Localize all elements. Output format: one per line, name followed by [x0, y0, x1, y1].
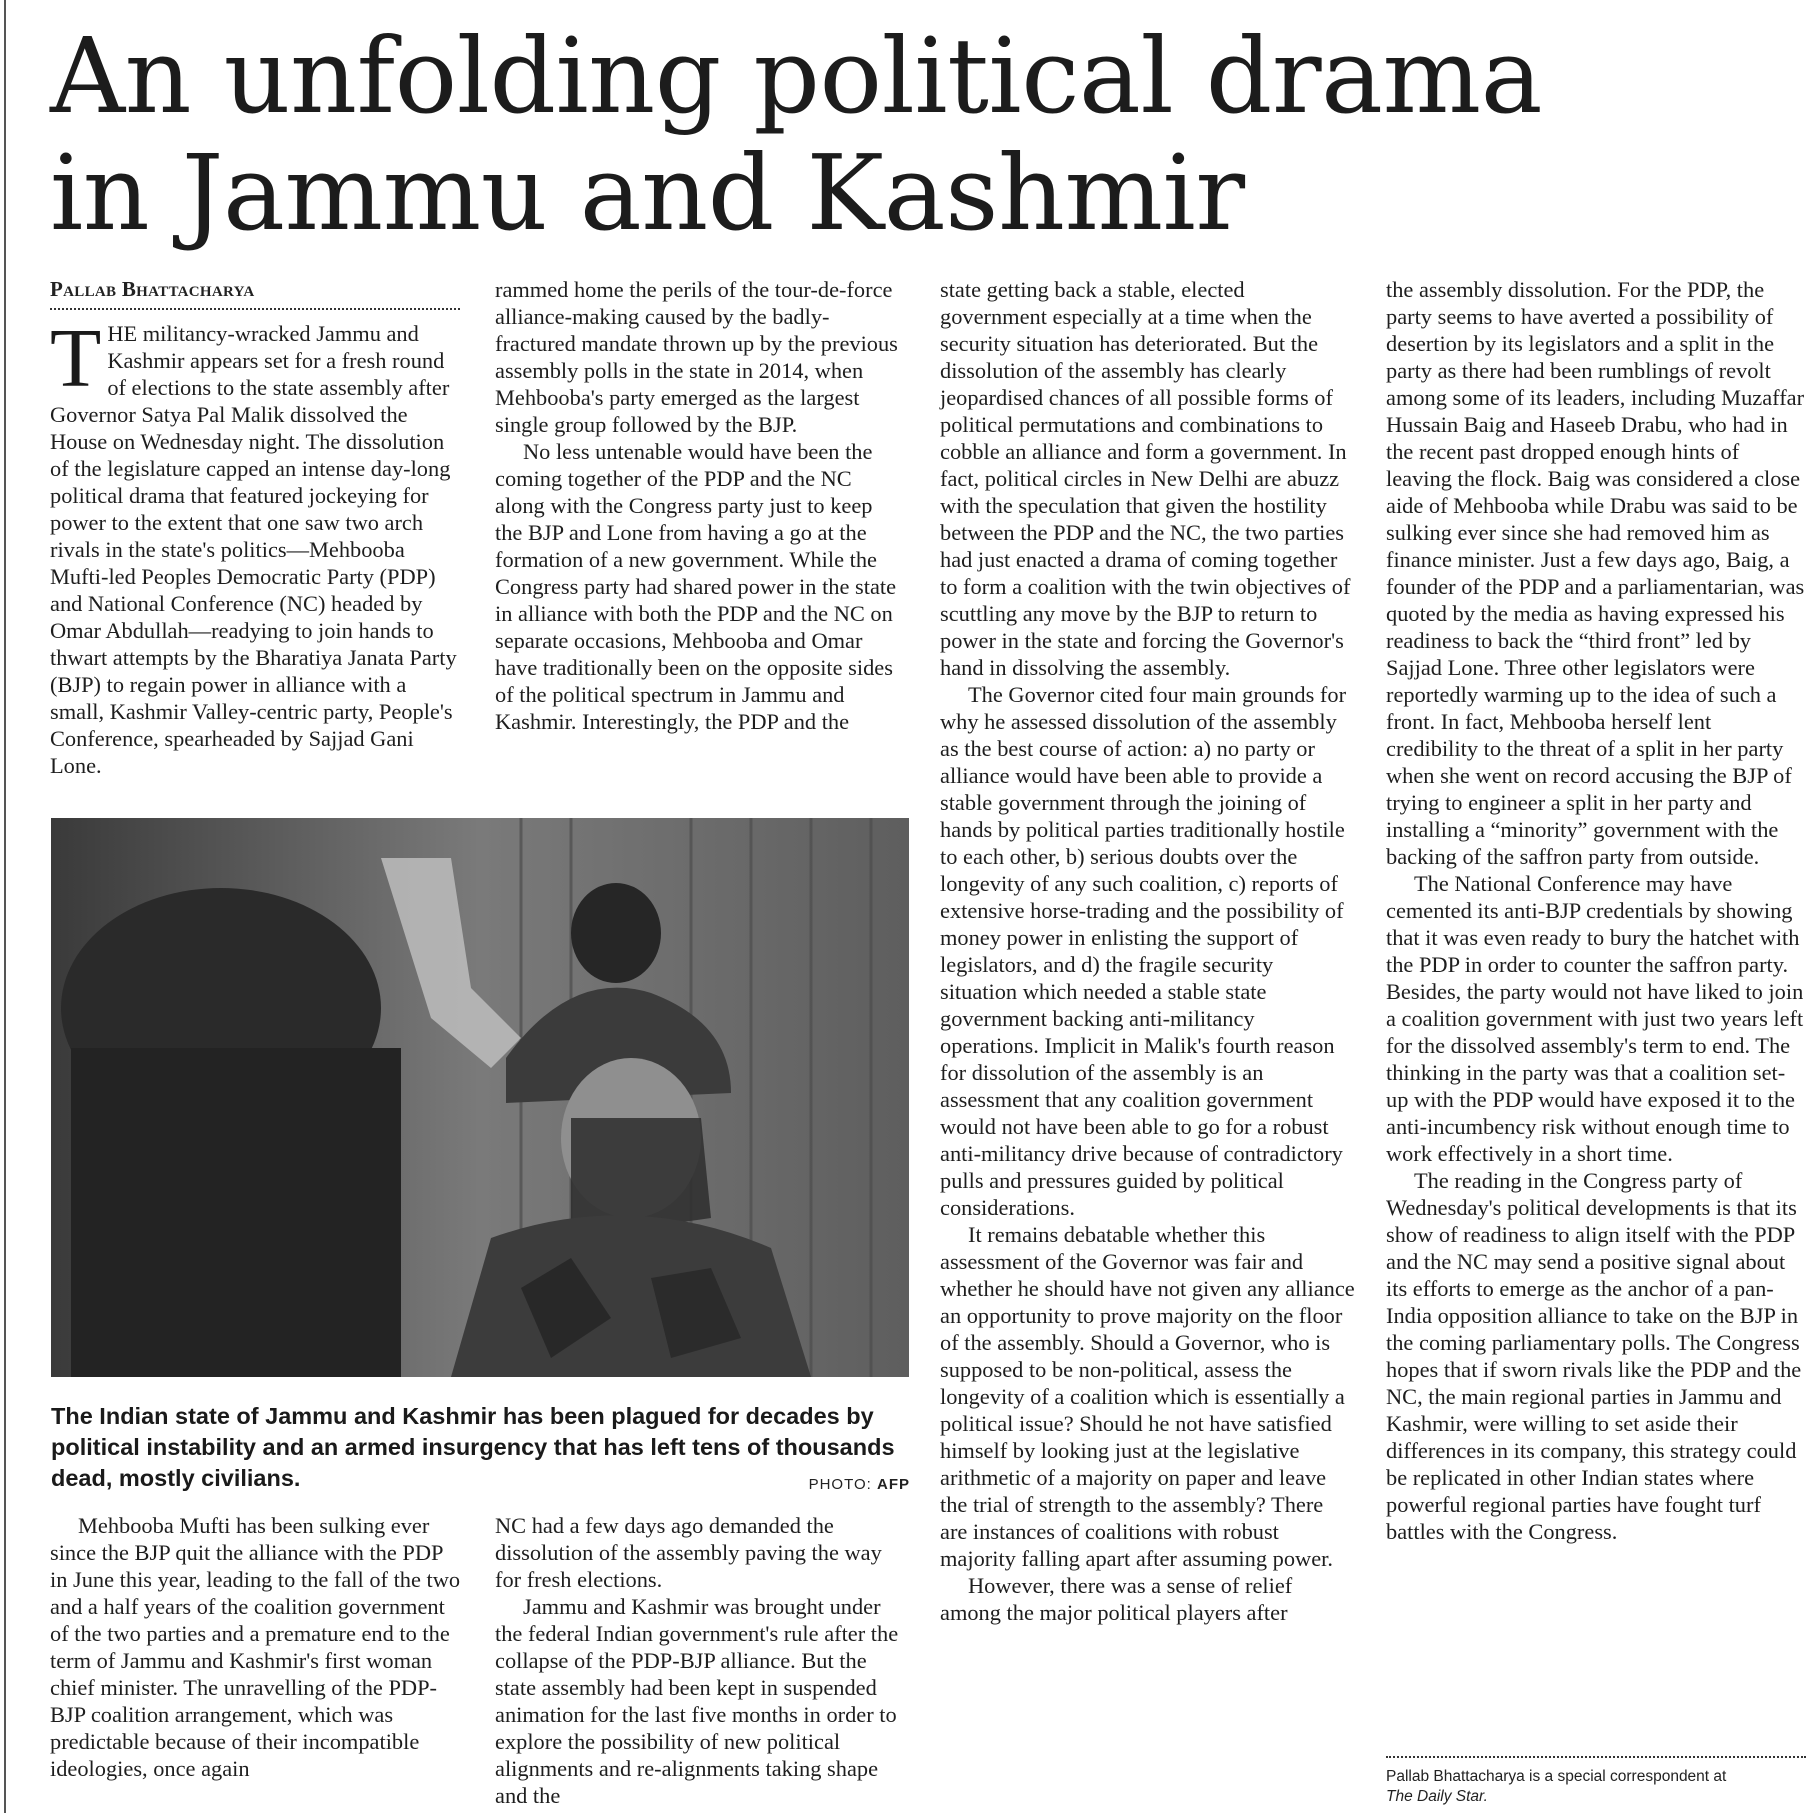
column-1-bottom	[50, 1512, 462, 1782]
column-2-bottom	[495, 1512, 905, 1809]
author-bio-text: Pallab Bhattacharya is a special correspondent at	[1386, 1768, 1727, 1785]
article-paragraph: NC had a few days ago demanded the dissolution of the assembly paving the way for fresh elections.	[495, 1513, 882, 1592]
headline-line-2: in Jammu and Kashmir	[50, 132, 1245, 254]
author-bio	[1386, 1767, 1806, 1807]
article-paragraph: Jammu and Kashmir was brought under the federal Indian government's rule after the collapse of the PDP-BJP alliance. But the state assembly had been kept in suspended animation for the last five months in order to explore the possibility of new political alignments and re-alignments taking shape and the	[495, 1594, 899, 1808]
column-2-top	[495, 276, 905, 735]
headline	[50, 15, 1790, 254]
photo-credit-label: PHOTO:	[808, 1476, 872, 1493]
page-edge-rule	[4, 0, 6, 1813]
column-1-top	[50, 312, 462, 779]
author-bio-publication: The Daily Star.	[1386, 1788, 1488, 1805]
lead-paragraph-text: HE militancy-wracked Jammu and Kashmir appears set for a fresh round of elections to the state assembly after Governor Satya Pal Malik dissolved the House on Wednesday night. The dissolution of the legislature capped an intense day-long political drama that featured jockeying for power to the extent that one saw two arch rivals in the state's politics—Mehbooba Mufti-led Peoples Democratic Party (PDP) and National Conference (NC) headed by Omar Abdullah—readying to join hands to thwart attempts by the Bharatiya Janata Party (BJP) to regain power in alliance with a small, Kashmir Valley-centric party, People's Conference, spearheaded by Sajjad Gani Lone.	[50, 321, 457, 778]
soldier-photo-illustration	[51, 818, 909, 1377]
article-paragraph	[50, 312, 462, 779]
photo-credit	[760, 1476, 910, 1493]
article-paragraph: No less untenable would have been the coming together of the PDP and the NC along with the Congress party just to keep the BJP and Lone from having a go at the formation of a new government. While the Congress party had shared power in the state in alliance with both the PDP and the NC on separate occasions, Mehbooba and Omar have traditionally been on the opposite sides of the political spectrum in Jammu and Kashmir. Interestingly, the PDP and the	[495, 439, 897, 734]
byline-divider	[50, 308, 460, 310]
article-paragraph: state getting back a stable, elected government especially at a time when the security situation has deteriorated. But the dissolution of the assembly has clearly jeopardised chances of all possible forms of political permutations and combinations to cobble an alliance and form a government. In fact, political circles in New Delhi are abuzz with the speculation that given the hostility between the PDP and the NC, the two parties had just enacted a drama of coming together to form a coalition with the twin objectives of scuttling any move by the BJP to return to power in the state and forcing the Governor's hand in dissolving the assembly.	[940, 277, 1351, 680]
column-3	[940, 276, 1355, 1626]
article-paragraph: rammed home the perils of the tour-de-force alliance-making caused by the badly-fractured mandate thrown up by the previous assembly polls in the state in 2014, when Mehbooba's party emerged as the largest single group followed by the BJP.	[495, 277, 898, 437]
article-paragraph: the assembly dissolution. For the PDP, the party seems to have averted a possibility of desertion by its legislators and a split in the party as there had been rumblings of revolt among some of its leaders, including Muzaffar Hussain Baig and Haseeb Drabu, who had in the recent past dropped enough hints of leaving the flock. Baig was considered a close aide of Mehbooba while Drabu was said to be sulking ever since she had removed him as finance minister. Just a few days ago, Baig, a founder of the PDP and a parliamentarian, was quoted by the media as having expressed his readiness to back the “third front” led by Sajjad Lone. Three other legislators were reportedly warming up to the idea of such a front. In fact, Mehbooba herself lent credibility to the threat of a split in her party when she went on record accusing the BJP of trying to engineer a split in her party and installing a “minority” government with the backing of the saffron party from outside.	[1386, 277, 1805, 869]
photo-caption: The Indian state of Jammu and Kashmir has been plagued for decades by political instability and an armed insurgency that has left tens of thousands dead, mostly civilians.	[51, 1403, 895, 1491]
headline-line-1: An unfolding political drama	[50, 15, 1543, 137]
article-paragraph: The National Conference may have cemented its anti-BJP credentials by showing that it was even ready to bury the hatchet with the PDP in order to counter the saffron party. Besides, the party would not have liked to join a coalition government with just two years left for the dissolved assembly's term to end. The thinking in the party was that a coalition set-up with the PDP would have exposed it to the anti-incumbency risk without enough time to work effectively in a short time.	[1386, 871, 1804, 1166]
article-paragraph: The Governor cited four main grounds for why he assessed dissolution of the assembly as the best course of action: a) no party or alliance would have been able to provide a stable government through the joining of hands by political parties traditionally hostile to each other, b) serious doubts over the longevity of any such coalition, c) reports of extensive horse-trading and the possibility of money power in enlisting the support of legislators, and d) the fragile security situation which needed a stable state government backing anti-militancy operations. Implicit in Malik's fourth reason for dissolution of the assembly is an assessment that any coalition government would not have been able to go for a robust anti-militancy drive because of contradictory pulls and pressures guided by political considerations.	[940, 682, 1347, 1220]
article-paragraph: However, there was a sense of relief among the major political players after	[940, 1573, 1293, 1625]
photo-credit-source: AFP	[877, 1476, 910, 1493]
author-bio-divider	[1386, 1756, 1806, 1758]
byline: Pallab Bhattacharya	[50, 277, 255, 301]
news-photo	[51, 818, 909, 1377]
article-paragraph: The reading in the Congress party of Wednesday's political developments is that its show of readiness to align itself with the PDP and the NC may send a positive signal about its efforts to emerge as the anchor of a pan-India opposition alliance to take on the BJP in the coming parliamentary polls. The Congress hopes that if sworn rivals like the PDP and the NC, the main regional parties in Jammu and Kashmir, were willing to set aside their differences in its company, this strategy could be replicated in other Indian states where powerful regional parties have fought turf battles with the Congress.	[1386, 1168, 1802, 1544]
drop-cap: T	[50, 312, 102, 405]
column-4	[1386, 276, 1806, 1545]
article-paragraph: Mehbooba Mufti has been sulking ever since the BJP quit the alliance with the PDP in June this year, leading to the fall of the two and a half years of the coalition government of the two parties and a premature end to the term of Jammu and Kashmir's first woman chief minister. The unravelling of the PDP-BJP coalition arrangement, which was predictable because of their incompatible ideologies, once again	[50, 1513, 461, 1781]
article-paragraph: It remains debatable whether this assessment of the Governor was fair and whether he should have not given any alliance an opportunity to prove majority on the floor of the assembly. Should a Governor, who is supposed to be non-political, assess the longevity of a coalition which is essentially a political issue? Should he not have satisfied himself by looking just at the legislative arithmetic of a majority on paper and leave the trial of strength to the assembly? There are instances of coalitions with robust majority falling apart after assuming power.	[940, 1222, 1355, 1571]
